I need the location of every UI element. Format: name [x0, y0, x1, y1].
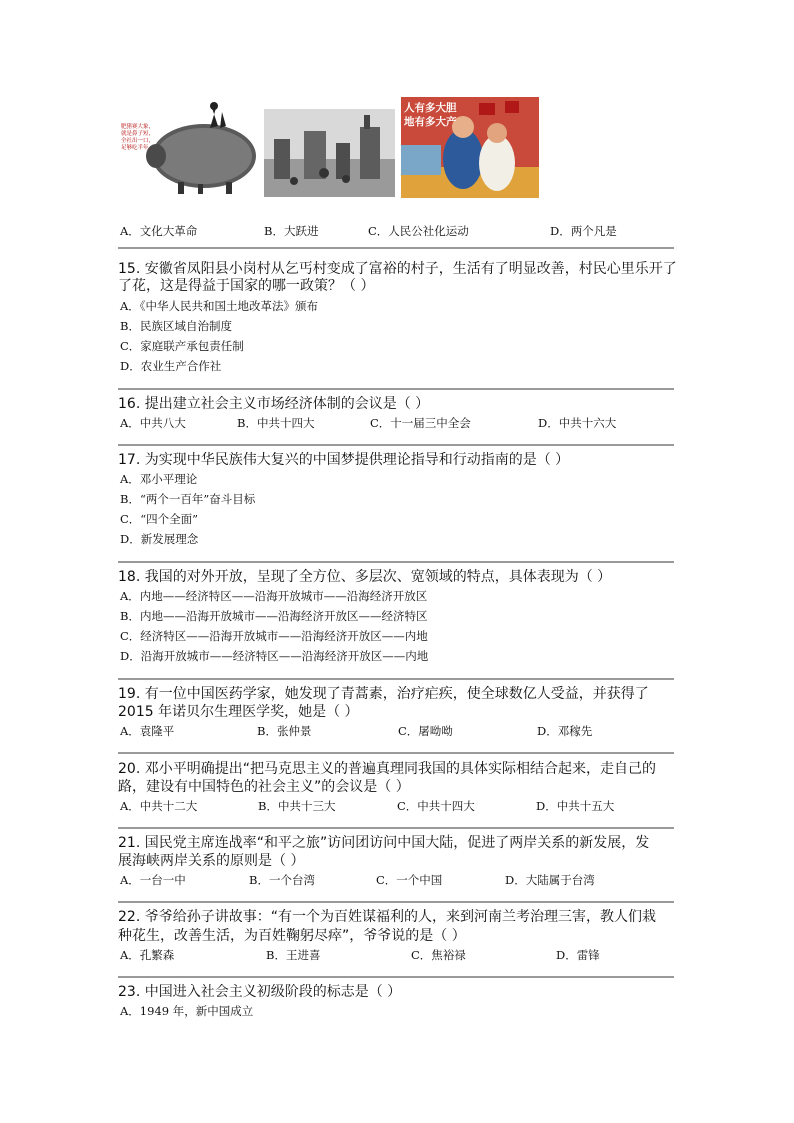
q22-option-a[interactable]: A．孔繁森 — [120, 948, 175, 962]
q21-option-a[interactable]: A．一台一中 — [120, 873, 186, 887]
q19-option-b[interactable]: B．张仲景 — [257, 724, 312, 738]
poster-slogan-line: 地有多大产 — [404, 116, 457, 128]
q17-option-d[interactable]: D．新发展理念 — [120, 532, 199, 546]
q20-option-b[interactable]: B．中共十三大 — [258, 799, 336, 813]
q16-stem-line1: 16. 提出建立社会主义市场经济体制的会议是（ ） — [118, 396, 430, 412]
divider — [118, 827, 674, 829]
divider — [118, 976, 674, 978]
q23-option-a[interactable]: A．1949 年，新中国成立 — [120, 1004, 254, 1018]
q17-option-a[interactable]: A．邓小平理论 — [120, 472, 198, 486]
q14-option-a[interactable]: A．文化大革命 — [120, 224, 198, 238]
q21-option-b[interactable]: B．一个台湾 — [249, 873, 315, 887]
q20-option-c[interactable]: C．中共十四大 — [397, 799, 475, 813]
q16-option-a[interactable]: A．中共八大 — [120, 416, 186, 430]
q15-option-a[interactable]: A．《中华人民共和国土地改革法》颁布 — [120, 299, 319, 313]
q22-option-c[interactable]: C．焦裕禄 — [411, 948, 466, 962]
q14-option-d[interactable]: D．两个凡是 — [550, 224, 617, 238]
q16-option-b[interactable]: B．中共十四大 — [237, 416, 315, 430]
q18-option-c[interactable]: C．经济特区——沿海开放城市——沿海经济开放区——内地 — [120, 629, 428, 643]
q18-option-a[interactable]: A．内地——经济特区——沿海开放城市——沿海经济开放区 — [120, 589, 428, 603]
q15-option-c[interactable]: C．家庭联产承包责任制 — [120, 339, 244, 353]
q16-option-d[interactable]: D．中共十六大 — [538, 416, 617, 430]
divider — [118, 561, 674, 563]
pig-caption — [121, 124, 154, 152]
q18-stem-line1: 18. 我国的对外开放，呈现了全方位、多层次、宽领域的特点，具体表现为（ ） — [118, 569, 612, 585]
q15-stem-line1: 15. 安徽省凤阳县小岗村从乞丐村变成了富裕的村子，生活有了明显改善，村民心里乐开了 — [118, 261, 677, 277]
q22-stem-line1: 22. 爷爷给孙子讲故事：“有一个为百姓谋福利的人，来到河南兰考治理三害，教人们栽 — [118, 909, 656, 925]
q20-option-d[interactable]: D．中共十五大 — [536, 799, 615, 813]
q20-option-a[interactable]: A．中共十二大 — [120, 799, 198, 813]
poster-slogan-line: 人有多大胆 — [404, 102, 457, 114]
q21-option-d[interactable]: D．大陆属于台湾 — [505, 873, 595, 887]
divider — [118, 247, 674, 249]
divider — [118, 901, 674, 903]
pig-caption-line: 足够吃半年。 — [121, 145, 155, 151]
q17-option-c[interactable]: C．“四个全面” — [120, 512, 199, 526]
q22-stem-line2: 种花生，改善生活，为百姓鞠躬尽瘁”，爷爷说的是（ ） — [118, 928, 466, 944]
pig-caption-line: 就是鼻子短， — [121, 131, 155, 137]
pig-caption-line: 全社出一口， — [121, 138, 155, 144]
q16-option-c[interactable]: C．十一届三中全会 — [370, 416, 471, 430]
q20-stem-line2: 路，建设有中国特色的社会主义”的会议是（ ） — [118, 779, 410, 795]
divider — [118, 678, 674, 680]
q19-option-d[interactable]: D．邓稼先 — [537, 724, 593, 738]
q18-option-b[interactable]: B．内地——沿海开放城市——沿海经济开放区——经济特区 — [120, 609, 428, 623]
q18-option-d[interactable]: D．沿海开放城市——经济特区——沿海经济开放区——内地 — [120, 649, 429, 663]
q21-stem-line1: 21. 国民党主席连战率“和平之旅”访问团访问中国大陆，促进了两岸关系的新发展，发 — [118, 835, 650, 851]
q23-stem-line1: 23. 中国进入社会主义初级阶段的标志是（ ） — [118, 984, 402, 1000]
divider — [118, 444, 674, 446]
q20-stem-line1: 20. 邓小平明确提出“把马克思主义的普遍真理同我国的具体实际相结合起来，走自己的 — [118, 761, 656, 777]
q15-stem-line2: 了花，这是得益于国家的哪一政策？（ ） — [118, 278, 375, 294]
q17-option-b[interactable]: B．“两个一百年”奋斗目标 — [120, 492, 256, 506]
divider — [118, 752, 674, 754]
q15-option-b[interactable]: B．民族区域自治制度 — [120, 319, 232, 333]
q19-option-a[interactable]: A．袁隆平 — [120, 724, 175, 738]
q19-stem-line2: 2015 年诺贝尔生理医学奖，她是（ ） — [118, 704, 359, 720]
q19-stem-line1: 19. 有一位中国医药学家，她发现了青蒿素，治疗疟疾，使全球数亿人受益，并获得了 — [118, 686, 649, 702]
pig-caption-line: 肥猪赛大象， — [121, 124, 155, 130]
q21-stem-line2: 展海峡两岸关系的原则是（ ） — [118, 853, 305, 869]
q17-stem-line1: 17. 为实现中华民族伟大复兴的中国梦提供理论指导和行动指南的是（ ） — [118, 452, 570, 468]
q22-option-b[interactable]: B．王进喜 — [266, 948, 321, 962]
furnace-photo-image — [264, 109, 395, 197]
q21-option-c[interactable]: C．一个中国 — [376, 873, 443, 887]
divider — [118, 388, 674, 390]
poster-slogan — [404, 101, 457, 129]
q14-option-c[interactable]: C．人民公社化运动 — [368, 224, 469, 238]
q14-option-b[interactable]: B．大跃进 — [264, 224, 319, 238]
q22-option-d[interactable]: D．雷锋 — [556, 948, 600, 962]
q19-option-c[interactable]: C．屠呦呦 — [398, 724, 453, 738]
q15-option-d[interactable]: D．农业生产合作社 — [120, 359, 222, 373]
